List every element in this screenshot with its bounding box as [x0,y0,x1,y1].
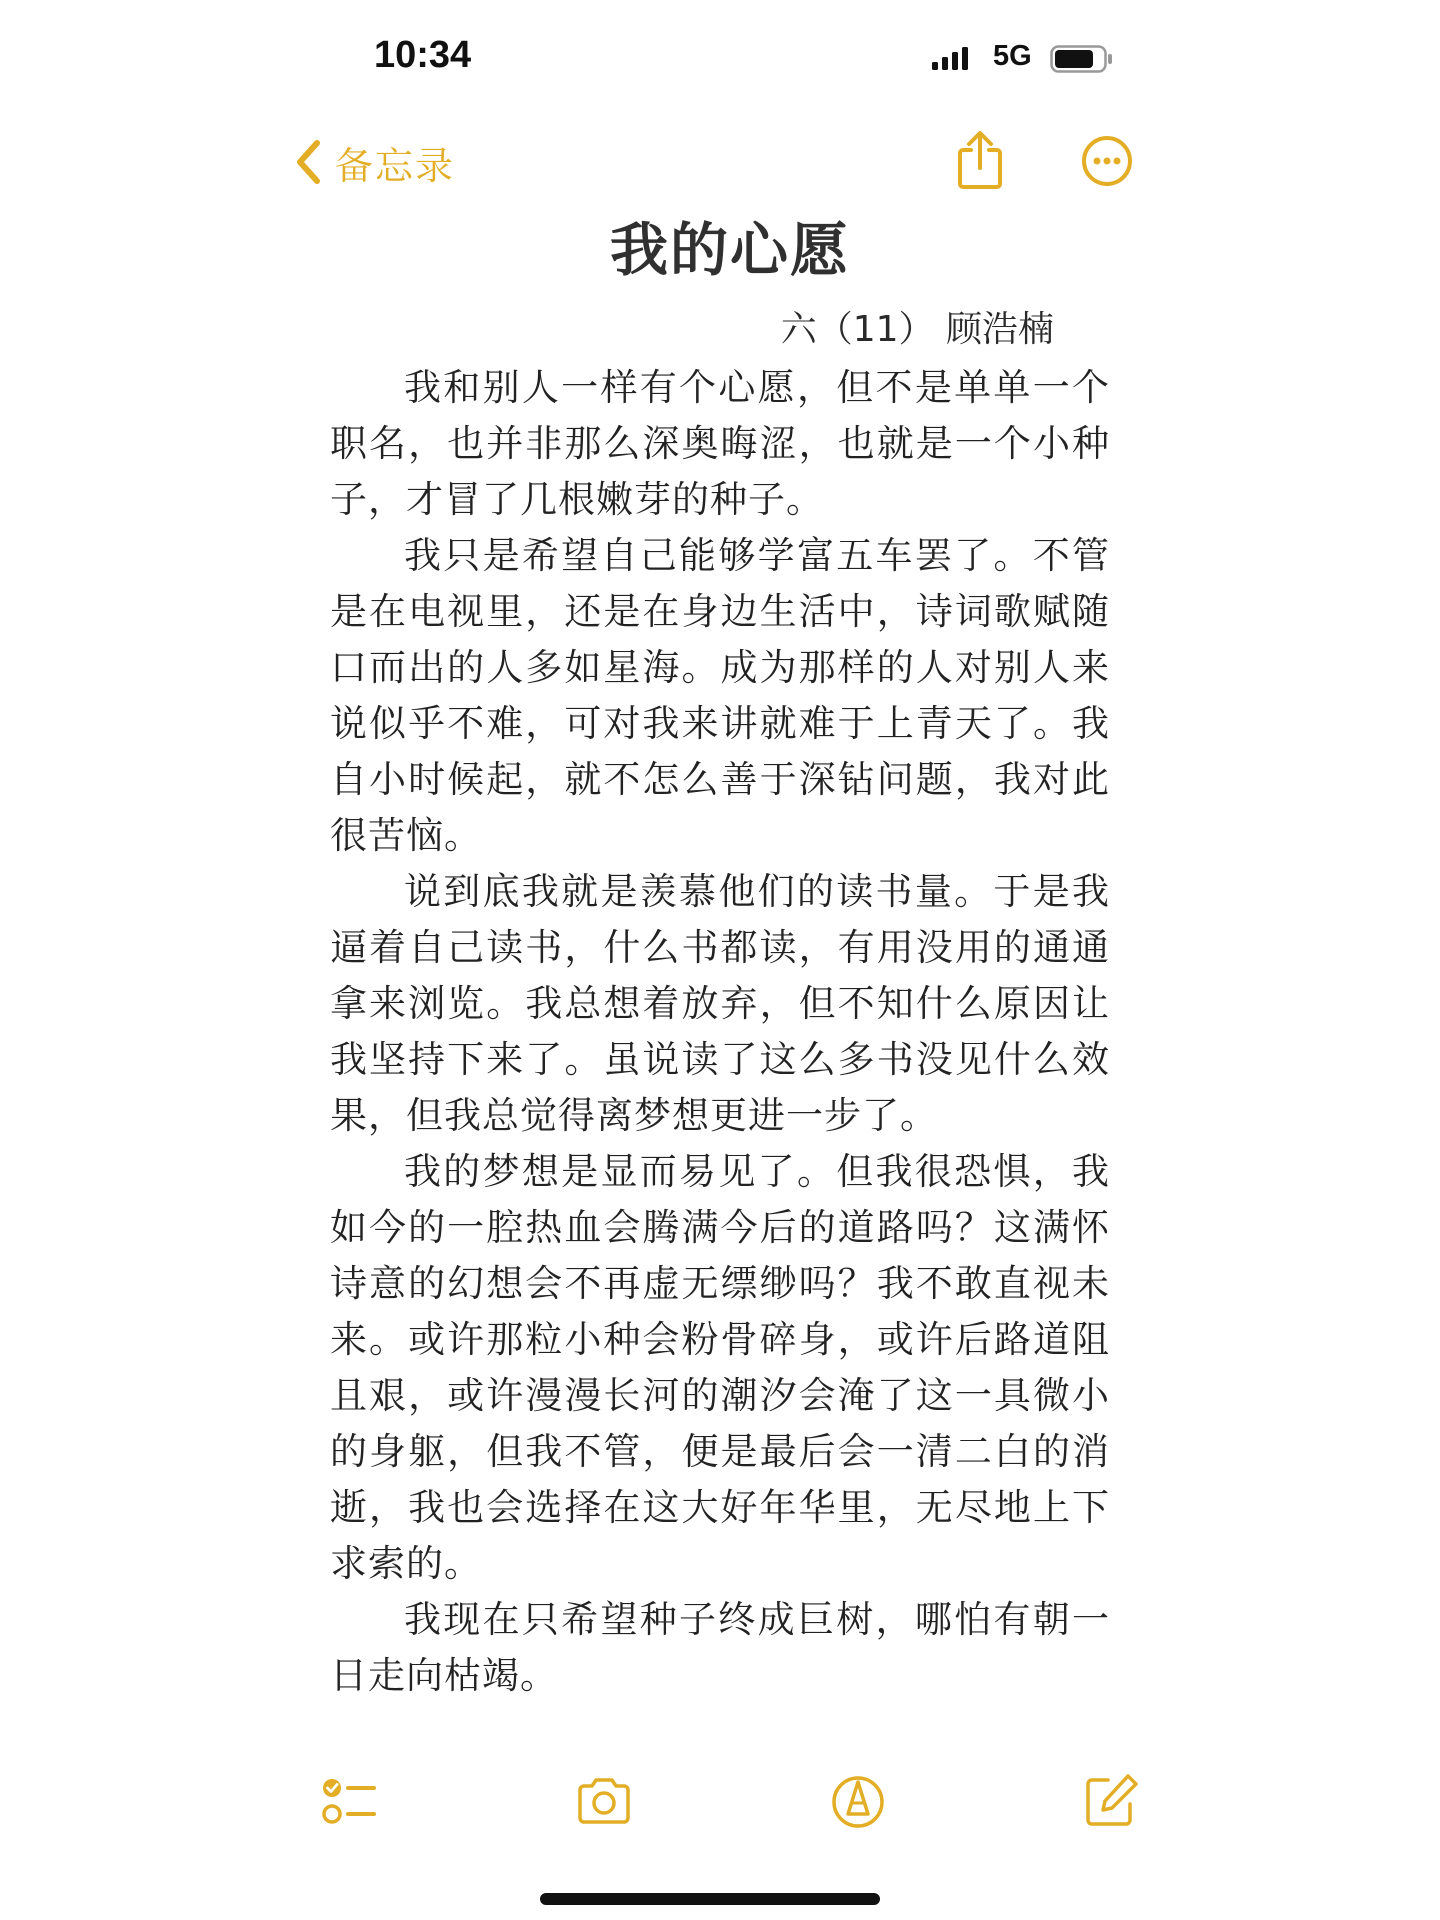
compose-icon[interactable] [1078,1770,1142,1834]
bottom-toolbar [0,1770,1440,1840]
back-button[interactable] [295,132,455,192]
note-byline: 六（11） 顾浩楠 [780,309,1054,350]
ellipsis-circle-icon[interactable] [1080,134,1134,188]
status-bar [0,0,1440,110]
note-content[interactable] [330,200,1110,1704]
note-paragraph: 说到底我就是羡慕他们的读书量。于是我逼着自己读书，什么书都读，有用没用的通通拿来浏览。我总想着放弃，但不知什么原因让我坚持下来了。虽说读了这么多书没见什么效果，但我总觉得离梦想更进一步了。 [330,870,1110,1137]
network-type: 5G [993,40,1032,72]
battery-icon [1050,44,1114,74]
note-title: 我的心愿 [609,216,850,284]
note-body [330,360,1110,1704]
note-paragraph: 我只是希望自己能够学富五车罢了。不管是在电视里，还是在身边生活中，诗词歌赋随口而出的人多如星海。成为那样的人对别人来说似乎不难，可对我来讲就难于上青天了。我自小时候起，就不怎么善于深钻问题，我对此很苦恼。 [330,534,1110,857]
markup-pen-icon[interactable] [826,1770,890,1834]
signal-bars-icon [930,44,970,74]
note-paragraph: 我现在只希望种子终成巨树，哪怕有朝一日走向枯竭。 [330,1598,1110,1697]
home-indicator[interactable] [540,1893,880,1905]
share-icon[interactable] [955,128,1005,192]
camera-icon[interactable] [572,1770,636,1834]
status-time: 10:34 [374,34,472,76]
note-paragraph: 我和别人一样有个心愿，但不是单单一个职名，也并非那么深奥晦涩，也就是一个小种子，才冒了几根嫩芽的种子。 [330,366,1110,521]
note-paragraph: 我的梦想是显而易见了。但我很恐惧，我如今的一腔热血会腾满今后的道路吗？这满怀诗意的幻想会不再虚无缥缈吗？我不敢直视未来。或许那粒小种会粉骨碎身，或许后路道阻且艰，或许漫漫长河的潮汐会淹了这一具微小的身躯，但我不管，便是最后会一清二白的消逝，我也会选择在这大好年华里，无尽地上下求索的。 [330,1150,1110,1585]
back-label: 备忘录 [335,143,456,188]
chevron-left-icon [295,139,323,185]
checklist-icon[interactable] [318,1770,382,1834]
navigation-bar [0,110,1440,210]
